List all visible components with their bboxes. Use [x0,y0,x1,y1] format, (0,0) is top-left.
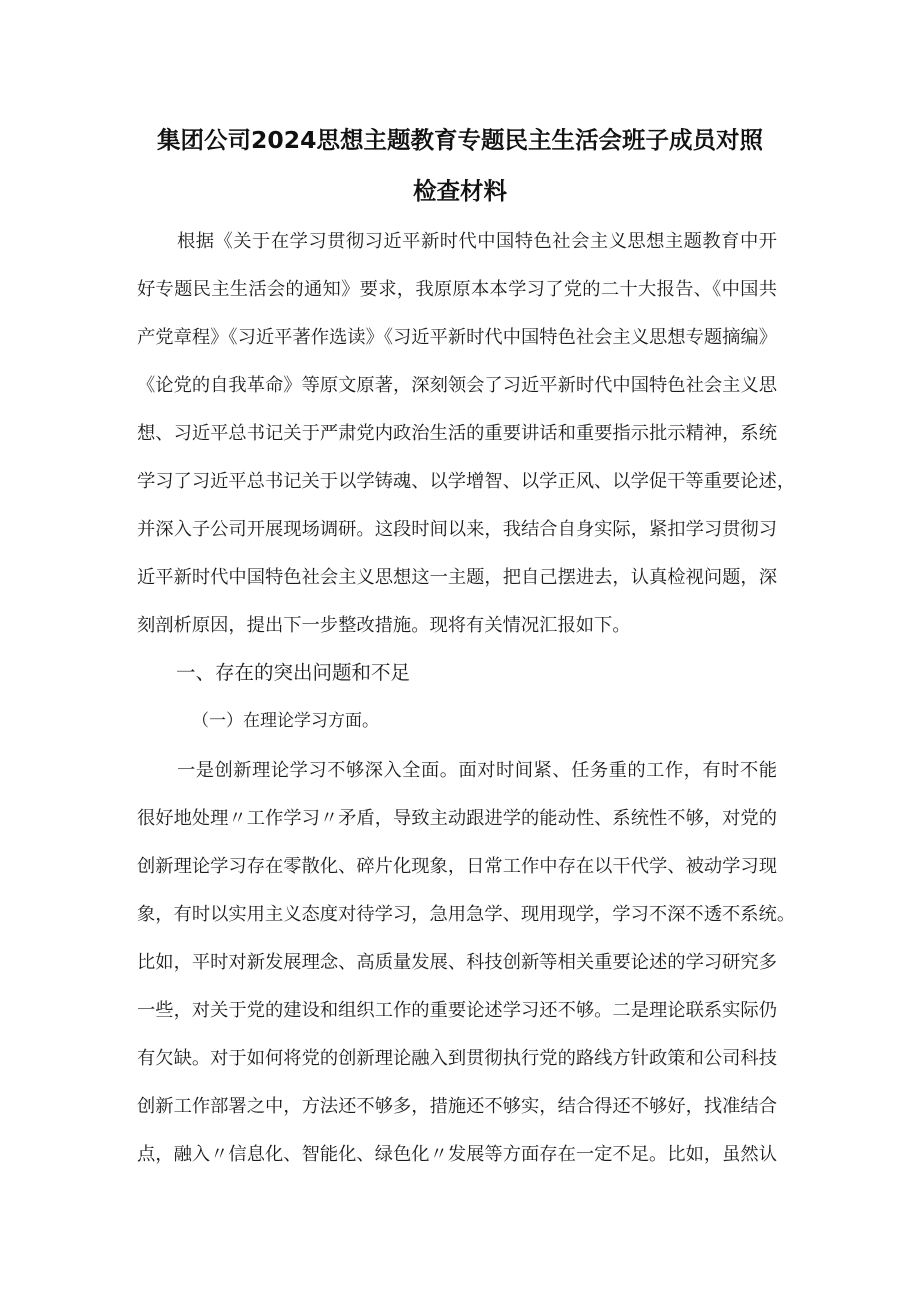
body-line: 一是创新理论学习不够深入全面。面对时间紧、任务重的工作，有时不能 [177,760,777,781]
intro-line: 刻剖析原因，提出下一步整改措施。现将有关情况汇报如下。 [137,615,631,636]
body-line: 象，有时以实用主义态度对待学习，急用急学、现用现学，学习不深不透不系统。 [137,904,796,925]
subsection-heading: （一）在理论学习方面。 [192,711,379,731]
body-line: 创新工作部署之中，方法还不够多，措施还不够实，结合得还不够好，找准结合 [137,1096,777,1117]
intro-line: 好专题民主生活会的通知》要求，我原原本本学习了党的二十大报告、《中国共 [137,279,777,300]
section-heading: 一、存在的突出问题和不足 [176,661,411,684]
body-line: 点，融入〃信息化、智能化、绿色化〃发展等方面存在一定不足。比如，虽然认 [137,1144,777,1165]
document-title-line2: 检查材料 [413,177,507,205]
body-line: 比如，平时对新发展理念、高质量发展、科技创新等相关重要论述的学习研究多 [137,952,777,973]
intro-line: 并深入子公司开展现场调研。这段时间以来，我结合自身实际，紧扣学习贯彻习 [137,519,777,540]
document-title-line1: 集团公司2024思想主题教育专题民主生活会班子成员对照 [157,126,763,154]
body-line: 很好地处理〃工作学习〃矛盾，导致主动跟进学的能动性、系统性不够，对党的 [137,808,777,829]
body-line: 有欠缺。对于如何将党的创新理论融入到贯彻执行党的路线方针政策和公司科技 [137,1048,777,1069]
intro-line: 想、习近平总书记关于严肃党内政治生活的重要讲话和重要指示批示精神，系统 [137,423,777,444]
intro-line: 根据《关于在学习贯彻习近平新时代中国特色社会主义思想主题教育中开 [177,231,777,252]
intro-line: 近平新时代中国特色社会主义思想这一主题，把自己摆进去，认真检视问题，深 [137,567,777,588]
intro-line: 学习了习近平总书记关于以学铸魂、以学增智、以学正风、以学促干等重要论述， [137,471,796,492]
intro-line: 《论党的自我革命》等原文原著，深刻领会了习近平新时代中国特色社会主义思 [137,375,777,396]
body-line: 一些，对关于党的建设和组织工作的重要论述学习还不够。二是理论联系实际仍 [137,1000,777,1021]
intro-line: 产党章程》《习近平著作选读》《习近平新时代中国特色社会主义思想专题摘编》 [137,327,777,348]
body-line: 创新理论学习存在零散化、碎片化现象，日常工作中存在以干代学、被动学习现 [137,856,777,877]
